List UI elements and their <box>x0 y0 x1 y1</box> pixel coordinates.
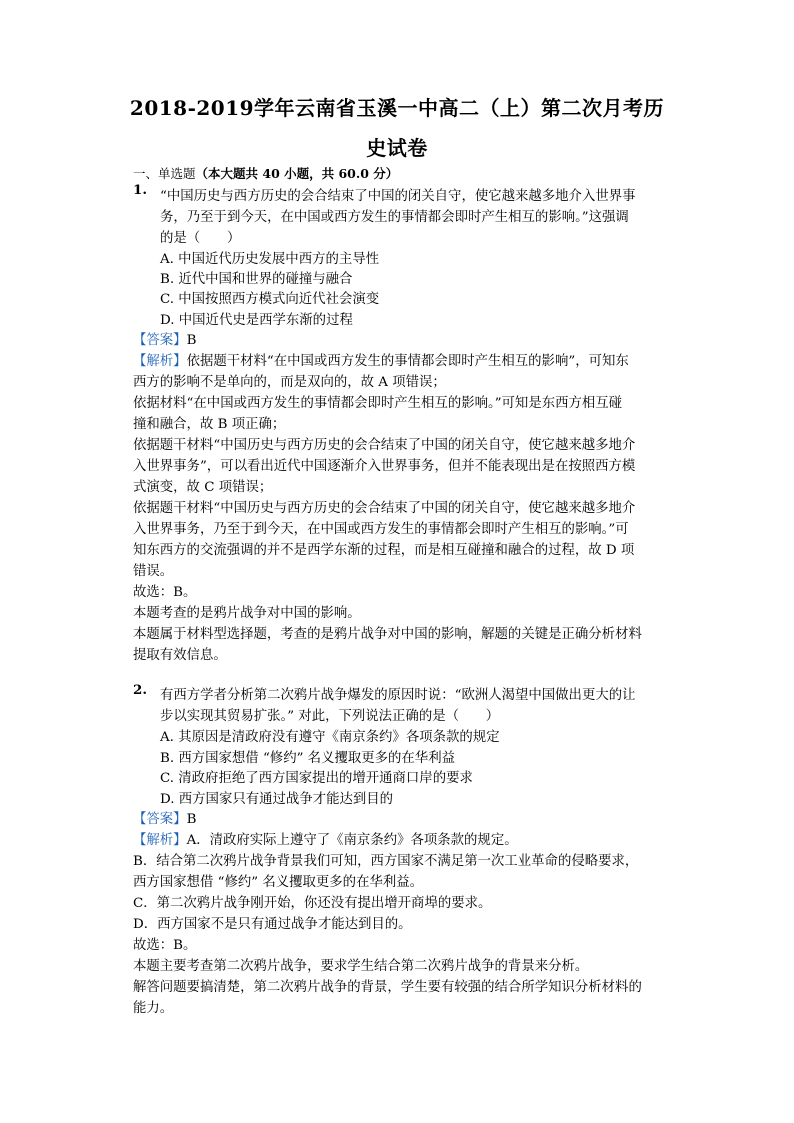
question-2-option-b: B. 西方国家想借 “修约” 名义攫取更多的在华利益 <box>160 751 455 766</box>
question-2-analysis-line: 故选：B。 <box>133 938 197 953</box>
analysis-text: A．清政府实际上遵守了《南京条约》各项条款的规定。 <box>186 833 518 848</box>
section-prefix: 一、单选题 <box>133 166 196 181</box>
question-1-stem-line: 务，乃至于到今天，在中国或西方发生的事情都会即时产生相互的影响。”这强调 <box>160 210 629 225</box>
question-2-stem-line: 步以实现其贸易扩张。” 对此，下列说法正确的是（ ） <box>160 709 500 724</box>
analysis-tag: 【解析】 <box>133 833 187 848</box>
question-2-option-d: D. 西方国家只有通过战争才能达到目的 <box>160 792 394 807</box>
analysis-text: 依据题干材料“在中国或西方发生的事情都会即时产生相互的影响”，可知东 <box>186 354 629 369</box>
question-2-analysis-line: B．结合第二次鸦片战争背景我们可知，西方国家不满足第一次工业革命的侵略要求， <box>133 854 639 869</box>
question-2-option-a: A. 其原因是清政府没有遵守《南京条约》各项条款的规定 <box>160 730 500 745</box>
question-2-analysis-line: 能力。 <box>133 1001 174 1016</box>
analysis-tag: 【解析】 <box>133 354 187 369</box>
question-1-number: 1. <box>133 182 147 198</box>
question-1-option-d: D. 中国近代史是西学东渐的过程 <box>160 313 353 328</box>
page-title-line2: 史试卷 <box>366 136 428 160</box>
question-2-stem-line: 有西方学者分析第二次鸦片战争爆发的原因时说：“欧洲人渴望中国做出更大的让 <box>160 688 636 703</box>
question-1-analysis-line: 西方的影响不是单向的，而是双向的，故 A 项错误； <box>133 375 446 390</box>
question-1-stem-line: “中国历史与西方历史的会合结束了中国的闭关自守，使它越来越多地介入世界事 <box>160 189 636 204</box>
question-2-analysis-line: C．第二次鸦片战争刚开始，你还没有提出增开商埠的要求。 <box>133 896 492 911</box>
section-heading <box>133 164 673 184</box>
answer-value: B <box>186 333 197 348</box>
question-1-answer <box>133 331 673 351</box>
question-1-analysis-line: 依据材料“在中国或西方发生的事情都会即时产生相互的影响。”可知是东西方相互碰 <box>133 396 623 411</box>
question-1-analysis-line: 知东西方的交流强调的并不是西学东渐的过程，而是相互碰撞和融合的过程，故 D 项 <box>133 543 635 558</box>
question-1-analysis-line: 提取有效信息。 <box>133 648 227 663</box>
question-2-answer <box>133 810 673 830</box>
question-2-analysis-line: 解答问题要搞清楚，第二次鸦片战争的背景，学生要有较强的结合所学知识分析材料的 <box>133 980 642 995</box>
question-1-option-a: A. 中国近代历史发展中西方的主导性 <box>160 252 380 267</box>
answer-tag: 【答案】 <box>133 812 187 827</box>
question-1-analysis-line: 式演变，故 C 项错误； <box>133 480 273 495</box>
question-1-analysis-line: 故选：B。 <box>133 585 197 600</box>
question-2-analysis-line: D．西方国家不是只有通过战争才能达到目的。 <box>133 917 412 932</box>
question-1-analysis-line <box>133 352 673 372</box>
question-2-option-c: C. 清政府拒绝了西方国家提出的增开通商口岸的要求 <box>160 771 473 786</box>
question-2-analysis-line: 本题主要考查第二次鸦片战争，要求学生结合第二次鸦片战争的背景来分析。 <box>133 959 589 974</box>
section-info: （本大题共 40 小题，共 60.0 分） <box>195 166 399 181</box>
question-1-analysis-line: 入世界事务，乃至于到今天，在中国或西方发生的事情都会即时产生相互的影响。”可 <box>133 522 629 537</box>
answer-value: B <box>186 812 197 827</box>
question-1-analysis-line: 依据题干材料“中国历史与西方历史的会合结束了中国的闭关自守，使它越来越多地介 <box>133 438 636 453</box>
question-1-analysis-line: 撞和融合，故 B 项正确； <box>133 417 286 432</box>
page-title-line1: 2018-2019学年云南省玉溪一中高二（上）第二次月考历 <box>129 96 665 120</box>
question-1-analysis-line: 依据题干材料“中国历史与西方历史的会合结束了中国的闭关自守，使它越来越多地介 <box>133 501 636 516</box>
question-2-analysis-line: 西方国家想借 “修约” 名义攫取更多的在华利益。 <box>133 875 424 890</box>
question-1-analysis-line: 入世界事务”，可以看出近代中国逐渐介入世界事务，但并不能表现出是在按照西方模 <box>133 459 636 474</box>
question-2-number: 2. <box>133 682 147 698</box>
question-2-analysis-line <box>133 831 673 851</box>
question-1-option-c: C. 中国按照西方模式向近代社会演变 <box>160 292 380 307</box>
question-1-option-b: B. 近代中国和世界的碰撞与融合 <box>160 272 353 287</box>
question-1-analysis-line: 本题属于材料型选择题，考查的是鸦片战争对中国的影响，解题的关键是正确分析材料 <box>133 627 642 642</box>
answer-tag: 【答案】 <box>133 333 187 348</box>
question-1-analysis-line: 本题考查的是鸦片战争对中国的影响。 <box>133 606 361 621</box>
question-1-stem-line: 的是（ ） <box>160 231 241 246</box>
question-1-analysis-line: 错误。 <box>133 564 174 579</box>
